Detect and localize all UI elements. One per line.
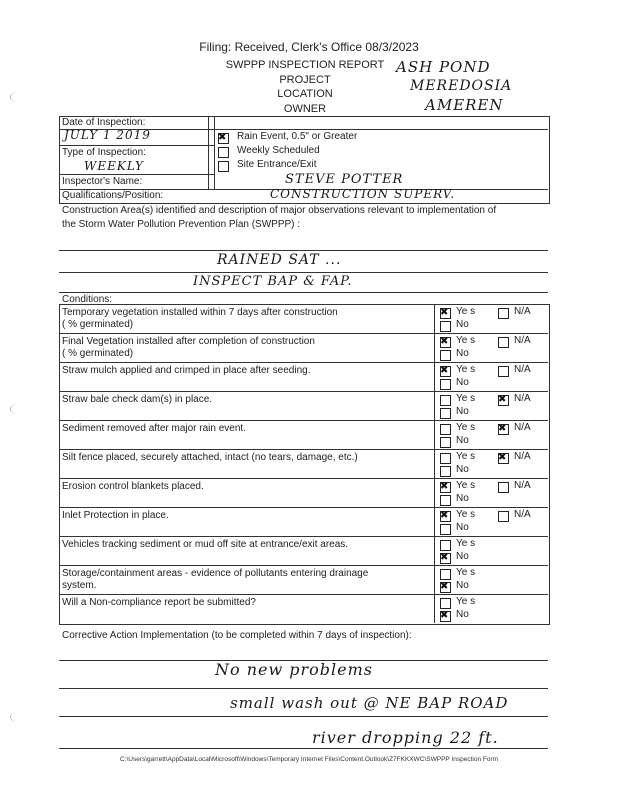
yes-label: Ye s bbox=[456, 364, 476, 375]
project-label: PROJECT bbox=[279, 73, 331, 86]
type-value: WEEKLY bbox=[84, 159, 144, 173]
na-label: N/A bbox=[514, 364, 531, 375]
condition-text: Storage/containment areas - evidence of pollutants entering drainage bbox=[62, 568, 369, 579]
condition-text: Temporary vegetation installed within 7 days after construction bbox=[62, 307, 338, 318]
no-label: No bbox=[456, 464, 469, 475]
yes-checkbox[interactable] bbox=[440, 366, 451, 377]
condition-subtext: ( % germinated) bbox=[62, 319, 134, 330]
conditions-row-rule bbox=[59, 420, 548, 421]
condition-text: Silt fence placed, securely attached, intact (no tears, damage, etc.) bbox=[62, 452, 358, 463]
na-checkbox[interactable] bbox=[498, 337, 509, 348]
yes-label: Ye s bbox=[456, 480, 476, 491]
no-label: No bbox=[456, 522, 469, 533]
no-checkbox[interactable] bbox=[440, 611, 451, 622]
corrective-note-1: No new problems bbox=[215, 660, 374, 679]
yes-label: Ye s bbox=[456, 509, 476, 520]
corrective-note-2: small wash out @ NE BAP ROAD bbox=[230, 694, 509, 712]
conditions-row-rule bbox=[59, 478, 548, 479]
condition-text: Inlet Protection in place. bbox=[62, 510, 169, 521]
punch-hole-mark bbox=[10, 92, 25, 102]
no-label: No bbox=[456, 319, 469, 330]
observation-note-1: RAINED SAT ... bbox=[217, 252, 342, 268]
yes-checkbox[interactable] bbox=[440, 308, 451, 319]
info-divider bbox=[208, 116, 209, 189]
no-checkbox[interactable] bbox=[440, 582, 451, 593]
na-checkbox[interactable] bbox=[498, 395, 509, 406]
no-label: No bbox=[456, 609, 469, 620]
na-label: N/A bbox=[514, 480, 531, 491]
writing-line bbox=[59, 748, 548, 749]
weekly-scheduled-label: Weekly Scheduled bbox=[237, 145, 320, 156]
filing-stamp: Filing: Received, Clerk's Office 08/3/2023 bbox=[199, 40, 419, 54]
conditions-divider bbox=[434, 304, 435, 623]
report-title: SWPPP INSPECTION REPORT bbox=[225, 59, 385, 71]
na-checkbox[interactable] bbox=[498, 511, 509, 522]
punch-hole-mark bbox=[10, 712, 25, 722]
info-rule bbox=[59, 174, 214, 175]
location-label: LOCATION bbox=[277, 88, 333, 100]
no-label: No bbox=[456, 493, 469, 504]
yes-checkbox[interactable] bbox=[440, 482, 451, 493]
condition-text: Sediment removed after major rain event. bbox=[62, 423, 246, 434]
condition-subtext: ( % germinated) bbox=[62, 348, 134, 359]
no-label: No bbox=[456, 551, 469, 562]
conditions-row-rule bbox=[59, 449, 548, 450]
no-label: No bbox=[456, 348, 469, 359]
owner-handwritten: AMEREN bbox=[425, 96, 504, 114]
no-label: No bbox=[456, 580, 469, 591]
no-label: No bbox=[456, 435, 469, 446]
writing-line bbox=[59, 688, 548, 689]
qualifications-value: CONSTRUCTION SUPERV. bbox=[270, 187, 456, 201]
na-checkbox[interactable] bbox=[498, 453, 509, 464]
report-title-block bbox=[205, 58, 405, 116]
conditions-label: Conditions: bbox=[62, 294, 113, 305]
yes-label: Ye s bbox=[456, 393, 476, 404]
condition-text: Will a Non-compliance report be submitted? bbox=[62, 597, 256, 608]
yes-checkbox[interactable] bbox=[440, 424, 451, 435]
rain-event-label: Rain Event, 0.5" or Greater bbox=[237, 131, 358, 142]
na-checkbox[interactable] bbox=[498, 424, 509, 435]
no-checkbox[interactable] bbox=[440, 495, 451, 506]
yes-checkbox[interactable] bbox=[440, 511, 451, 522]
conditions-row-rule bbox=[59, 594, 548, 595]
no-checkbox[interactable] bbox=[440, 379, 451, 390]
conditions-row-rule bbox=[59, 333, 548, 334]
construction-heading: Construction Area(s) identified and description of major observations relevant to implementation of the Storm Water Pollution Prevention Plan (SWPPP) : bbox=[62, 205, 497, 230]
condition-text: Final Vegetation installed after completion of construction bbox=[62, 336, 315, 347]
observation-note-2: INSPECT BAP & FAP. bbox=[193, 274, 353, 289]
inspector-label: Inspector's Name: bbox=[62, 176, 143, 187]
date-label: Date of Inspection: bbox=[62, 117, 146, 128]
punch-hole-mark bbox=[10, 404, 25, 414]
writing-line bbox=[59, 716, 548, 717]
writing-line bbox=[59, 272, 548, 273]
yes-checkbox[interactable] bbox=[440, 337, 451, 348]
na-label: N/A bbox=[514, 451, 531, 462]
no-checkbox[interactable] bbox=[440, 408, 451, 419]
na-checkbox[interactable] bbox=[498, 482, 509, 493]
condition-subtext: system. bbox=[62, 580, 97, 591]
corrective-note-3: river dropping 22 ft. bbox=[312, 728, 499, 747]
no-label: No bbox=[456, 377, 469, 388]
conditions-row-rule bbox=[59, 507, 548, 508]
owner-label: OWNER bbox=[283, 102, 327, 115]
conditions-row-rule bbox=[59, 362, 548, 363]
yes-checkbox[interactable] bbox=[440, 598, 451, 609]
footer-file-path: C:\Users\garrett\AppData\Local\Microsoft\Windows\Temporary Internet Files\Content.Outlook\Z7FKKXWC\SWPPP Inspection Form bbox=[119, 756, 499, 763]
na-checkbox[interactable] bbox=[498, 308, 509, 319]
weekly-scheduled-checkbox[interactable] bbox=[218, 147, 229, 158]
rain-event-checkbox[interactable] bbox=[218, 133, 229, 144]
yes-checkbox[interactable] bbox=[440, 569, 451, 580]
yes-label: Ye s bbox=[456, 306, 476, 317]
no-label: No bbox=[456, 406, 469, 417]
condition-text: Erosion control blankets placed. bbox=[62, 481, 204, 492]
yes-label: Ye s bbox=[456, 422, 476, 433]
na-label: N/A bbox=[514, 422, 531, 433]
yes-label: Ye s bbox=[456, 538, 476, 549]
na-checkbox[interactable] bbox=[498, 366, 509, 377]
yes-checkbox[interactable] bbox=[440, 395, 451, 406]
na-label: N/A bbox=[514, 393, 531, 404]
info-divider bbox=[214, 116, 215, 189]
na-label: N/A bbox=[514, 306, 531, 317]
project-handwritten: ASH POND bbox=[396, 58, 491, 76]
inspector-value: STEVE POTTER bbox=[285, 172, 404, 187]
no-checkbox[interactable] bbox=[440, 553, 451, 564]
site-entrance-label: Site Entrance/Exit bbox=[237, 159, 317, 170]
corrective-heading: Corrective Action Implementation (to be completed within 7 days of inspection): bbox=[62, 630, 412, 641]
date-value: JULY 1 2019 bbox=[64, 128, 151, 142]
no-checkbox[interactable] bbox=[440, 321, 451, 332]
yes-label: Ye s bbox=[456, 335, 476, 346]
condition-text: Straw bale check dam(s) in place. bbox=[62, 394, 213, 405]
writing-line bbox=[59, 250, 548, 251]
qualifications-label: Qualifications/Position: bbox=[62, 190, 164, 201]
no-checkbox[interactable] bbox=[440, 466, 451, 477]
location-handwritten: MEREDOSIA bbox=[410, 78, 513, 94]
conditions-row-rule bbox=[59, 536, 548, 537]
yes-checkbox[interactable] bbox=[440, 453, 451, 464]
writing-line bbox=[59, 292, 548, 293]
na-label: N/A bbox=[514, 335, 531, 346]
no-checkbox[interactable] bbox=[440, 350, 451, 361]
condition-text: Vehicles tracking sediment or mud off site at entrance/exit areas. bbox=[62, 539, 349, 550]
site-entrance-checkbox[interactable] bbox=[218, 161, 229, 172]
yes-label: Ye s bbox=[456, 596, 476, 607]
na-label: N/A bbox=[514, 509, 531, 520]
no-checkbox[interactable] bbox=[440, 437, 451, 448]
conditions-row-rule bbox=[59, 565, 548, 566]
yes-label: Ye s bbox=[456, 567, 476, 578]
conditions-row-rule bbox=[59, 391, 548, 392]
info-rule bbox=[59, 145, 214, 146]
no-checkbox[interactable] bbox=[440, 524, 451, 535]
yes-checkbox[interactable] bbox=[440, 540, 451, 551]
condition-text: Straw mulch applied and crimped in place after seeding. bbox=[62, 365, 311, 376]
type-label: Type of Inspection: bbox=[62, 147, 146, 158]
yes-label: Ye s bbox=[456, 451, 476, 462]
